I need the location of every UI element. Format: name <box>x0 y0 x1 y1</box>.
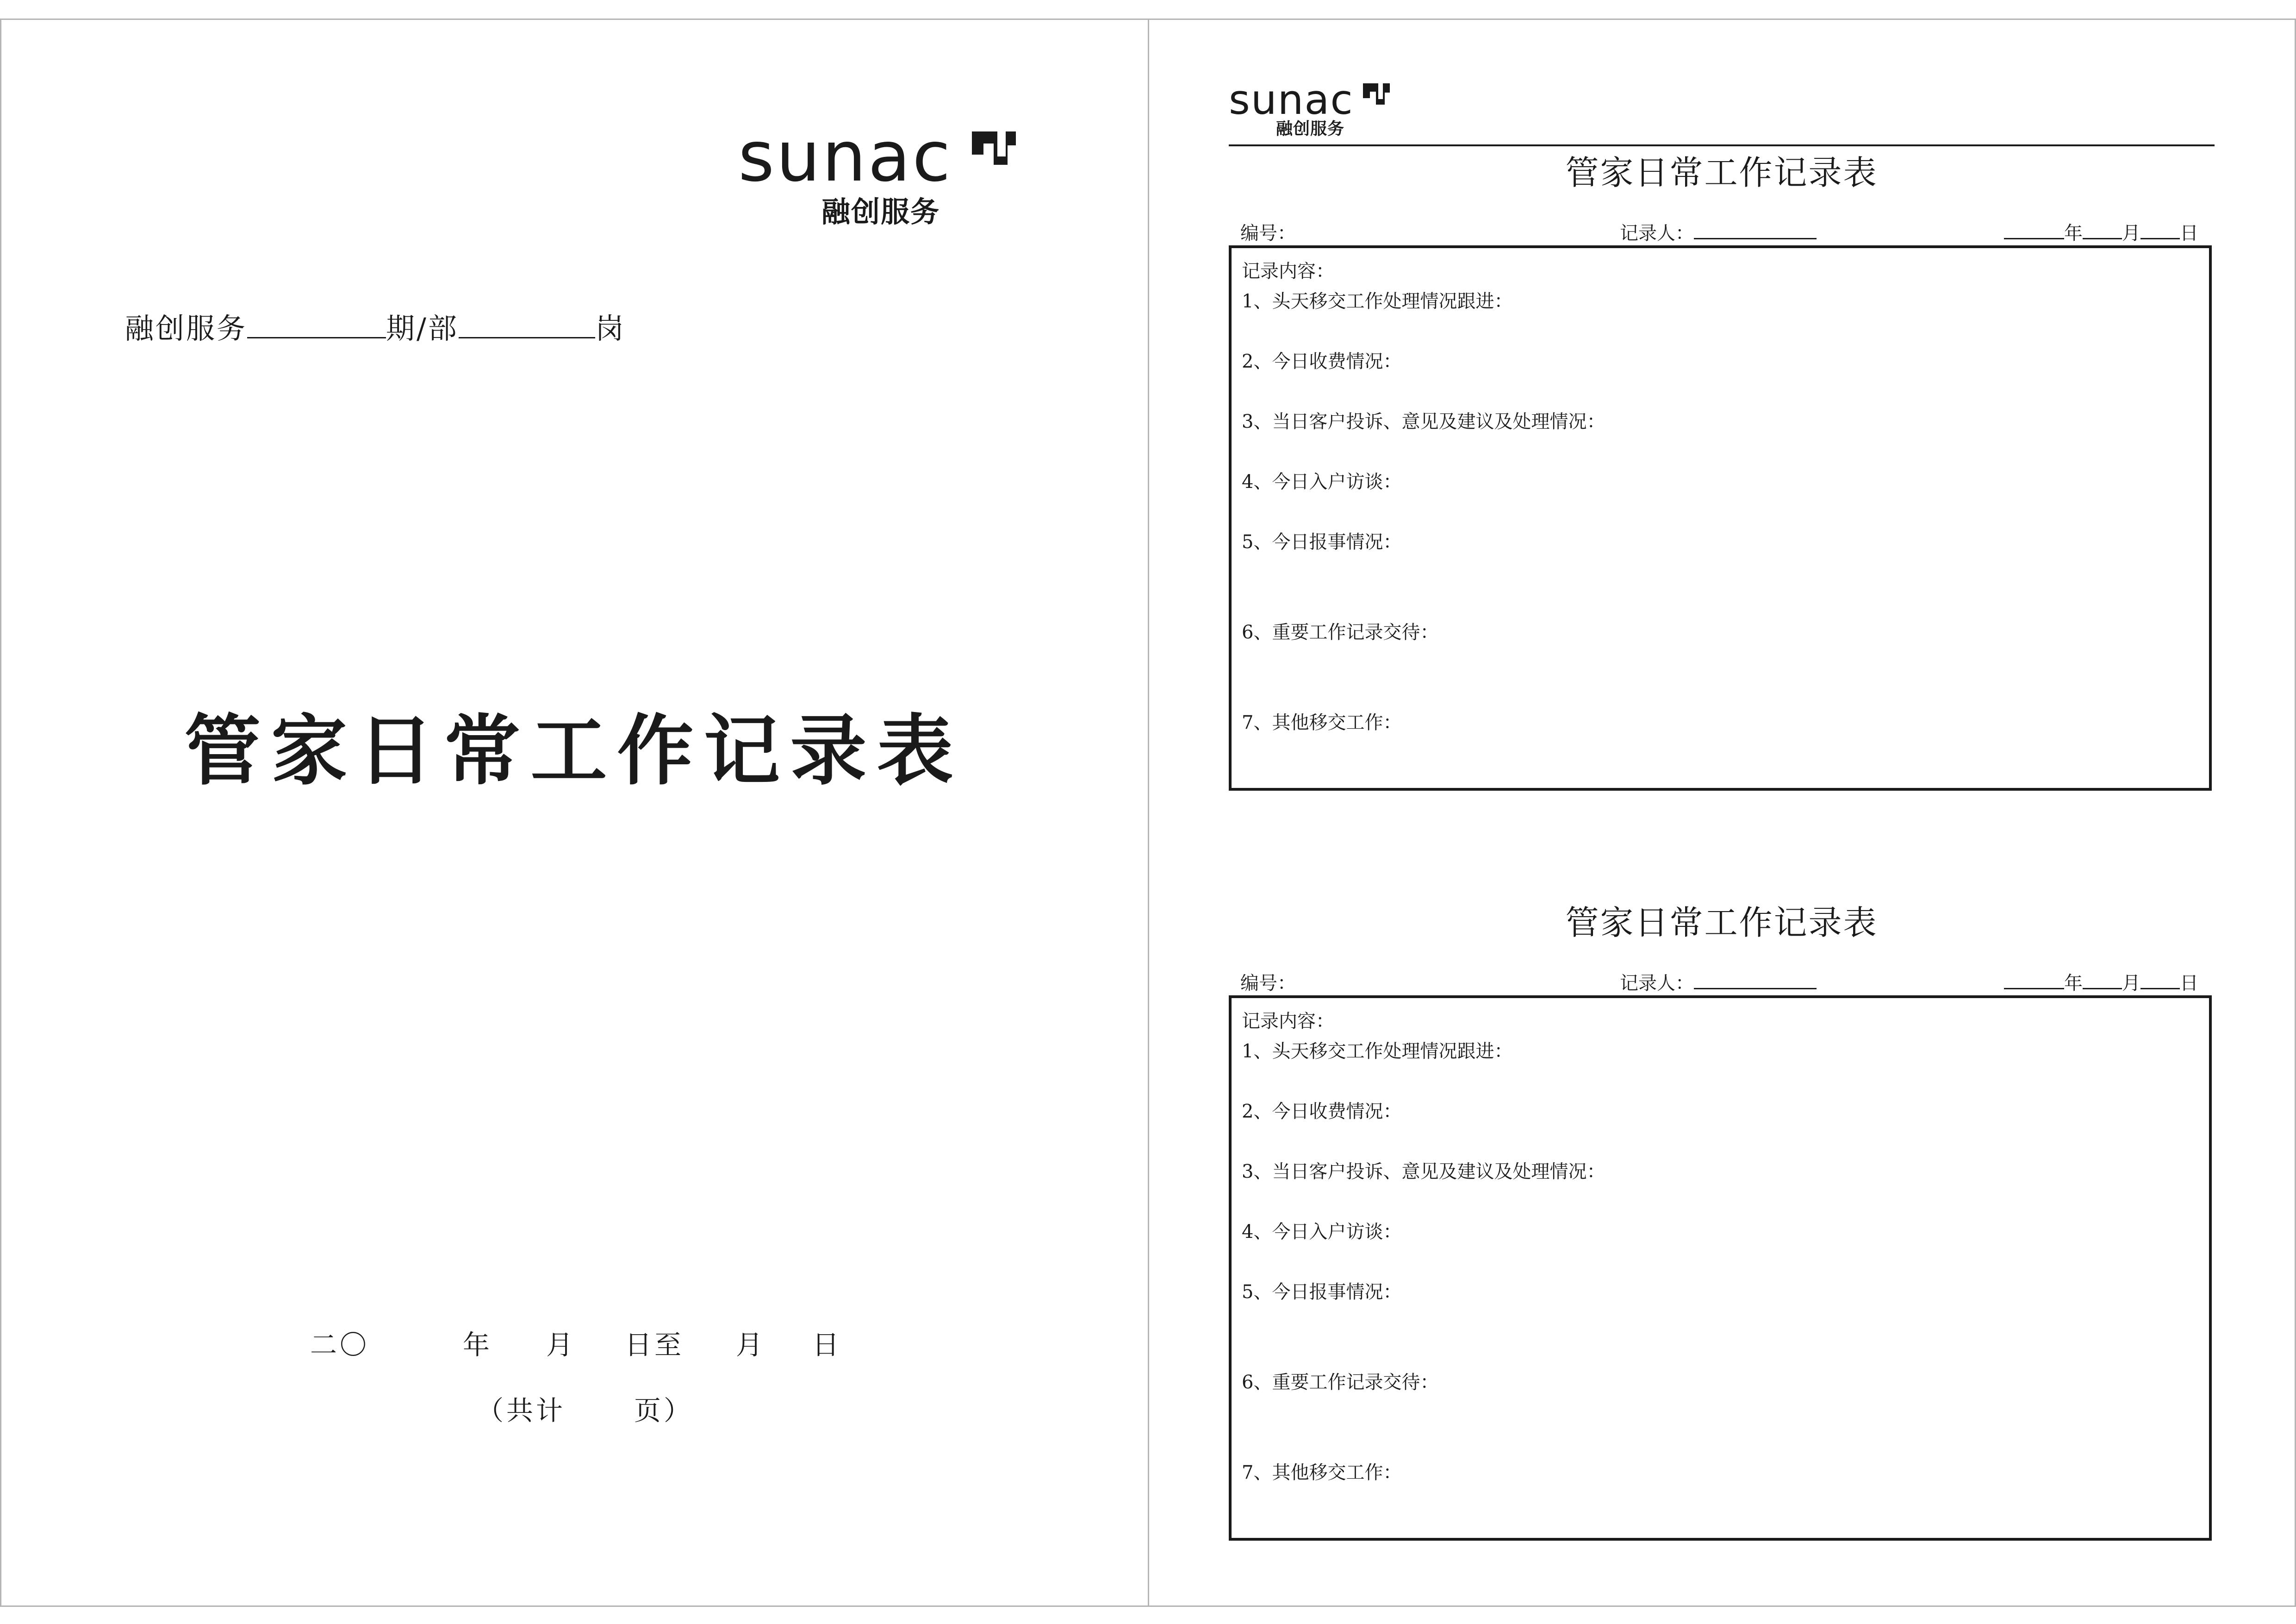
form-2-date <box>2004 968 2198 995</box>
form-2-title: 管家日常工作记录表 <box>1565 903 1878 942</box>
page-border-left <box>0 19 1 1605</box>
cover-date-part: 月 <box>736 1329 766 1361</box>
form-2-item: 3、当日客户投诉、意见及建议及处理情况： <box>1242 1161 1605 1182</box>
cover-line-suffix: 岗 <box>595 312 626 345</box>
form-1-item: 5、今日报事情况： <box>1242 531 1402 553</box>
form-1-month-label: 月 <box>2122 223 2140 244</box>
form-2-item: 1、头天移交工作处理情况跟进： <box>1242 1041 1513 1062</box>
form-1-item: 6、重要工作记录交待： <box>1242 622 1439 643</box>
cover-line-prefix: 融创服务 <box>125 312 248 345</box>
form-1-item: 1、头天移交工作处理情况跟进： <box>1242 291 1513 312</box>
form-1-title: 管家日常工作记录表 <box>1565 153 1878 192</box>
brand-subtitle-small: 融创服务 <box>1276 119 1345 138</box>
form-2-recorder-blank <box>1694 971 1817 989</box>
form-1-year-blank <box>2004 221 2064 239</box>
cover-phase-blank <box>247 312 386 338</box>
brand-logo-small <box>1229 81 1393 119</box>
cover-date-part: 日至 <box>625 1329 684 1361</box>
sunac-mark-icon <box>972 131 1016 165</box>
sunac-wordmark-icon <box>1229 81 1393 119</box>
cover-date-range <box>310 1323 842 1362</box>
brand-subtitle-large: 融创服务 <box>821 195 940 229</box>
form-2-content-label: 记录内容： <box>1242 1011 1334 1032</box>
form-2-recorder <box>1620 968 1817 995</box>
form-1-number-label: 编号： <box>1240 223 1296 244</box>
cover-line-mid: 期/部 <box>386 312 459 345</box>
cover-date-part: 日 <box>812 1329 842 1361</box>
form-1-item: 7、其他移交工作： <box>1242 712 1402 733</box>
form-2-recorder-label: 记录人： <box>1620 973 1694 994</box>
form-2-item: 4、今日入户访谈： <box>1242 1221 1402 1243</box>
form-1-record-box <box>1229 245 2212 791</box>
form-1-day-blank <box>2140 221 2180 239</box>
form-2-item: 2、今日收费情况： <box>1242 1101 1402 1122</box>
cover-title: 管家日常工作记录表 <box>184 706 964 795</box>
cover-date-part: 月 <box>546 1329 576 1361</box>
form-1-day-label: 日 <box>2180 223 2198 244</box>
cover-dept-blank <box>459 312 595 338</box>
cover-pages-open: （共计 <box>477 1395 566 1426</box>
form-1-date <box>2004 219 2198 245</box>
form-2-year-blank <box>2004 971 2064 989</box>
form-2-month-label: 月 <box>2122 973 2140 994</box>
form-1-item: 4、今日入户访谈： <box>1242 471 1402 493</box>
form-1-recorder-label: 记录人： <box>1620 223 1694 244</box>
form-2-number-label: 编号： <box>1240 973 1296 994</box>
form-2-day-blank <box>2140 971 2180 989</box>
sunac-wordmark-text: sunac <box>1229 81 1354 119</box>
form-1-recorder <box>1620 219 1817 245</box>
sunac-wordmark-icon <box>738 125 1018 194</box>
form-1-item: 2、今日收费情况： <box>1242 351 1402 372</box>
form-1-recorder-blank <box>1694 221 1817 239</box>
cover-date-part: 年 <box>463 1329 493 1361</box>
cover-date-part: 二〇 <box>310 1329 370 1361</box>
form-2-item: 7、其他移交工作： <box>1242 1462 1402 1483</box>
center-fold-line <box>1148 19 1149 1605</box>
cover-page-count <box>477 1389 693 1428</box>
cover-pages-close: 页） <box>634 1395 694 1426</box>
form-1-month-blank <box>2083 221 2122 239</box>
form-2-month-blank <box>2083 971 2122 989</box>
form-2-item: 6、重要工作记录交待： <box>1242 1372 1439 1393</box>
sunac-wordmark-text: sunac <box>738 125 952 194</box>
form-2-day-label: 日 <box>2180 973 2198 994</box>
form-2-record-box <box>1229 995 2212 1541</box>
sunac-mark-icon <box>1363 83 1390 105</box>
form-2-year-label: 年 <box>2064 973 2083 994</box>
page-border-bottom <box>0 1605 2296 1607</box>
form-1-content-label: 记录内容： <box>1242 261 1334 282</box>
form-2-item: 5、今日报事情况： <box>1242 1281 1402 1303</box>
form-1-year-label: 年 <box>2064 223 2083 244</box>
cover-department-line <box>125 306 626 347</box>
brand-logo-large <box>738 125 1018 194</box>
form-1-item: 3、当日客户投诉、意见及建议及处理情况： <box>1242 411 1605 432</box>
